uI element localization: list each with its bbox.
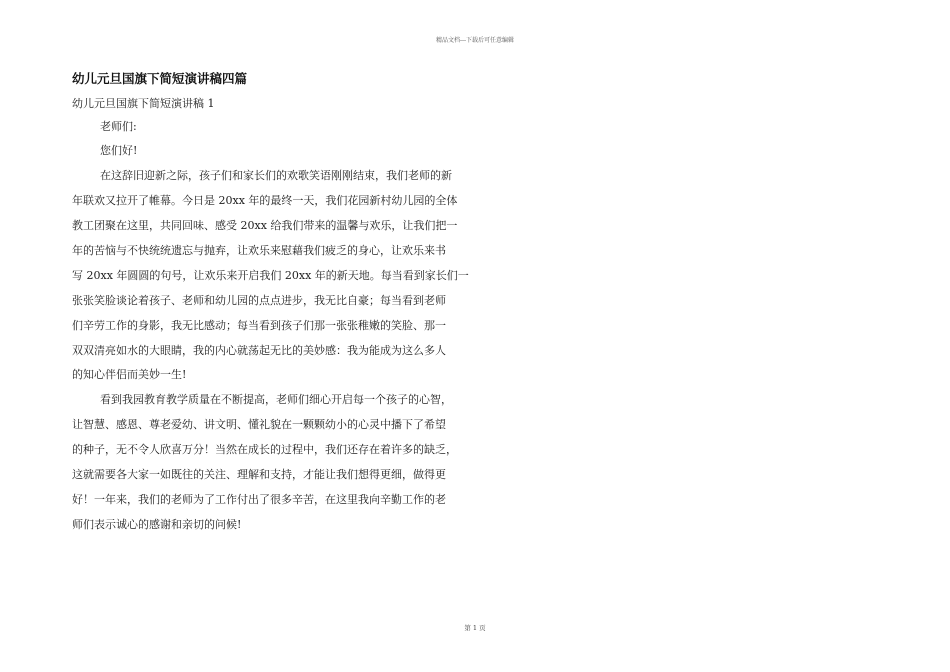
page-number: 第 1 页 [464,624,486,632]
paragraph-line: 老师们: [100,120,137,133]
section-subtitle: 幼儿元旦国旗下简短演讲稿 1 [72,97,215,110]
paragraph-line: 您们好! [100,144,138,157]
document-title: 幼儿元旦国旗下简短演讲稿四篇 [72,71,248,86]
paragraph-line: 师们表示诚心的感谢和亲切的问候! [72,518,242,531]
paragraph-line: 的种子，无不令人欣喜万分！当然在成长的过程中，我们还存在着许多的缺乏， [72,443,457,456]
paragraph-line: 的知心伴侣而美妙一生! [72,368,187,381]
paragraph-line: 张张笑脸谈论着孩子、老师和幼儿园的点点进步，我无比自豪；每当看到老师 [72,294,446,307]
paragraph-line: 在这辞旧迎新之际，孩子们和家长们的欢歌笑语刚刚结束，我们老师的新 [100,169,452,182]
paragraph-line: 教工团聚在这里，共同回味、感受 20xx 给我们带来的温馨与欢乐，让我们把一 [72,219,458,232]
paragraph-line: 年的苦恼与不快统统遗忘与抛弃，让欢乐来慰藉我们疲乏的身心，让欢乐来书 [72,244,446,257]
paragraph-line: 们辛劳工作的身影，我无比感动；每当看到孩子们那一张张稚嫩的笑脸、那一 [72,319,446,332]
paragraph-line: 写 20xx 年圆圆的句号，让欢乐来开启我们 20xx 年的新天地。每当看到家长们一 [72,269,469,282]
paragraph-line: 双双清亮如水的大眼睛，我的内心就荡起无比的美妙感：我为能成为这么多人 [72,344,446,357]
paragraph-line: 这就需要各大家一如既往的关注、理解和支持，才能让我们想得更细，做得更 [72,468,446,481]
page-header: 精品文档---下载后可任意编辑 [435,37,515,44]
paragraph-line: 让智慧、感恩、尊老爱幼、讲文明、懂礼貌在一颗颗幼小的心灵中播下了希望 [72,418,446,431]
paragraph-line: 好！一年来，我们的老师为了工作付出了很多辛苦，在这里我向辛勤工作的老 [72,493,446,506]
paragraph-line: 年联欢又拉开了帷幕。今日是 20xx 年的最终一天，我们花园新村幼儿园的全体 [72,194,458,207]
paragraph-line: 看到我园教育教学质量在不断提高，老师们细心开启每一个孩子的心智， [100,393,452,406]
